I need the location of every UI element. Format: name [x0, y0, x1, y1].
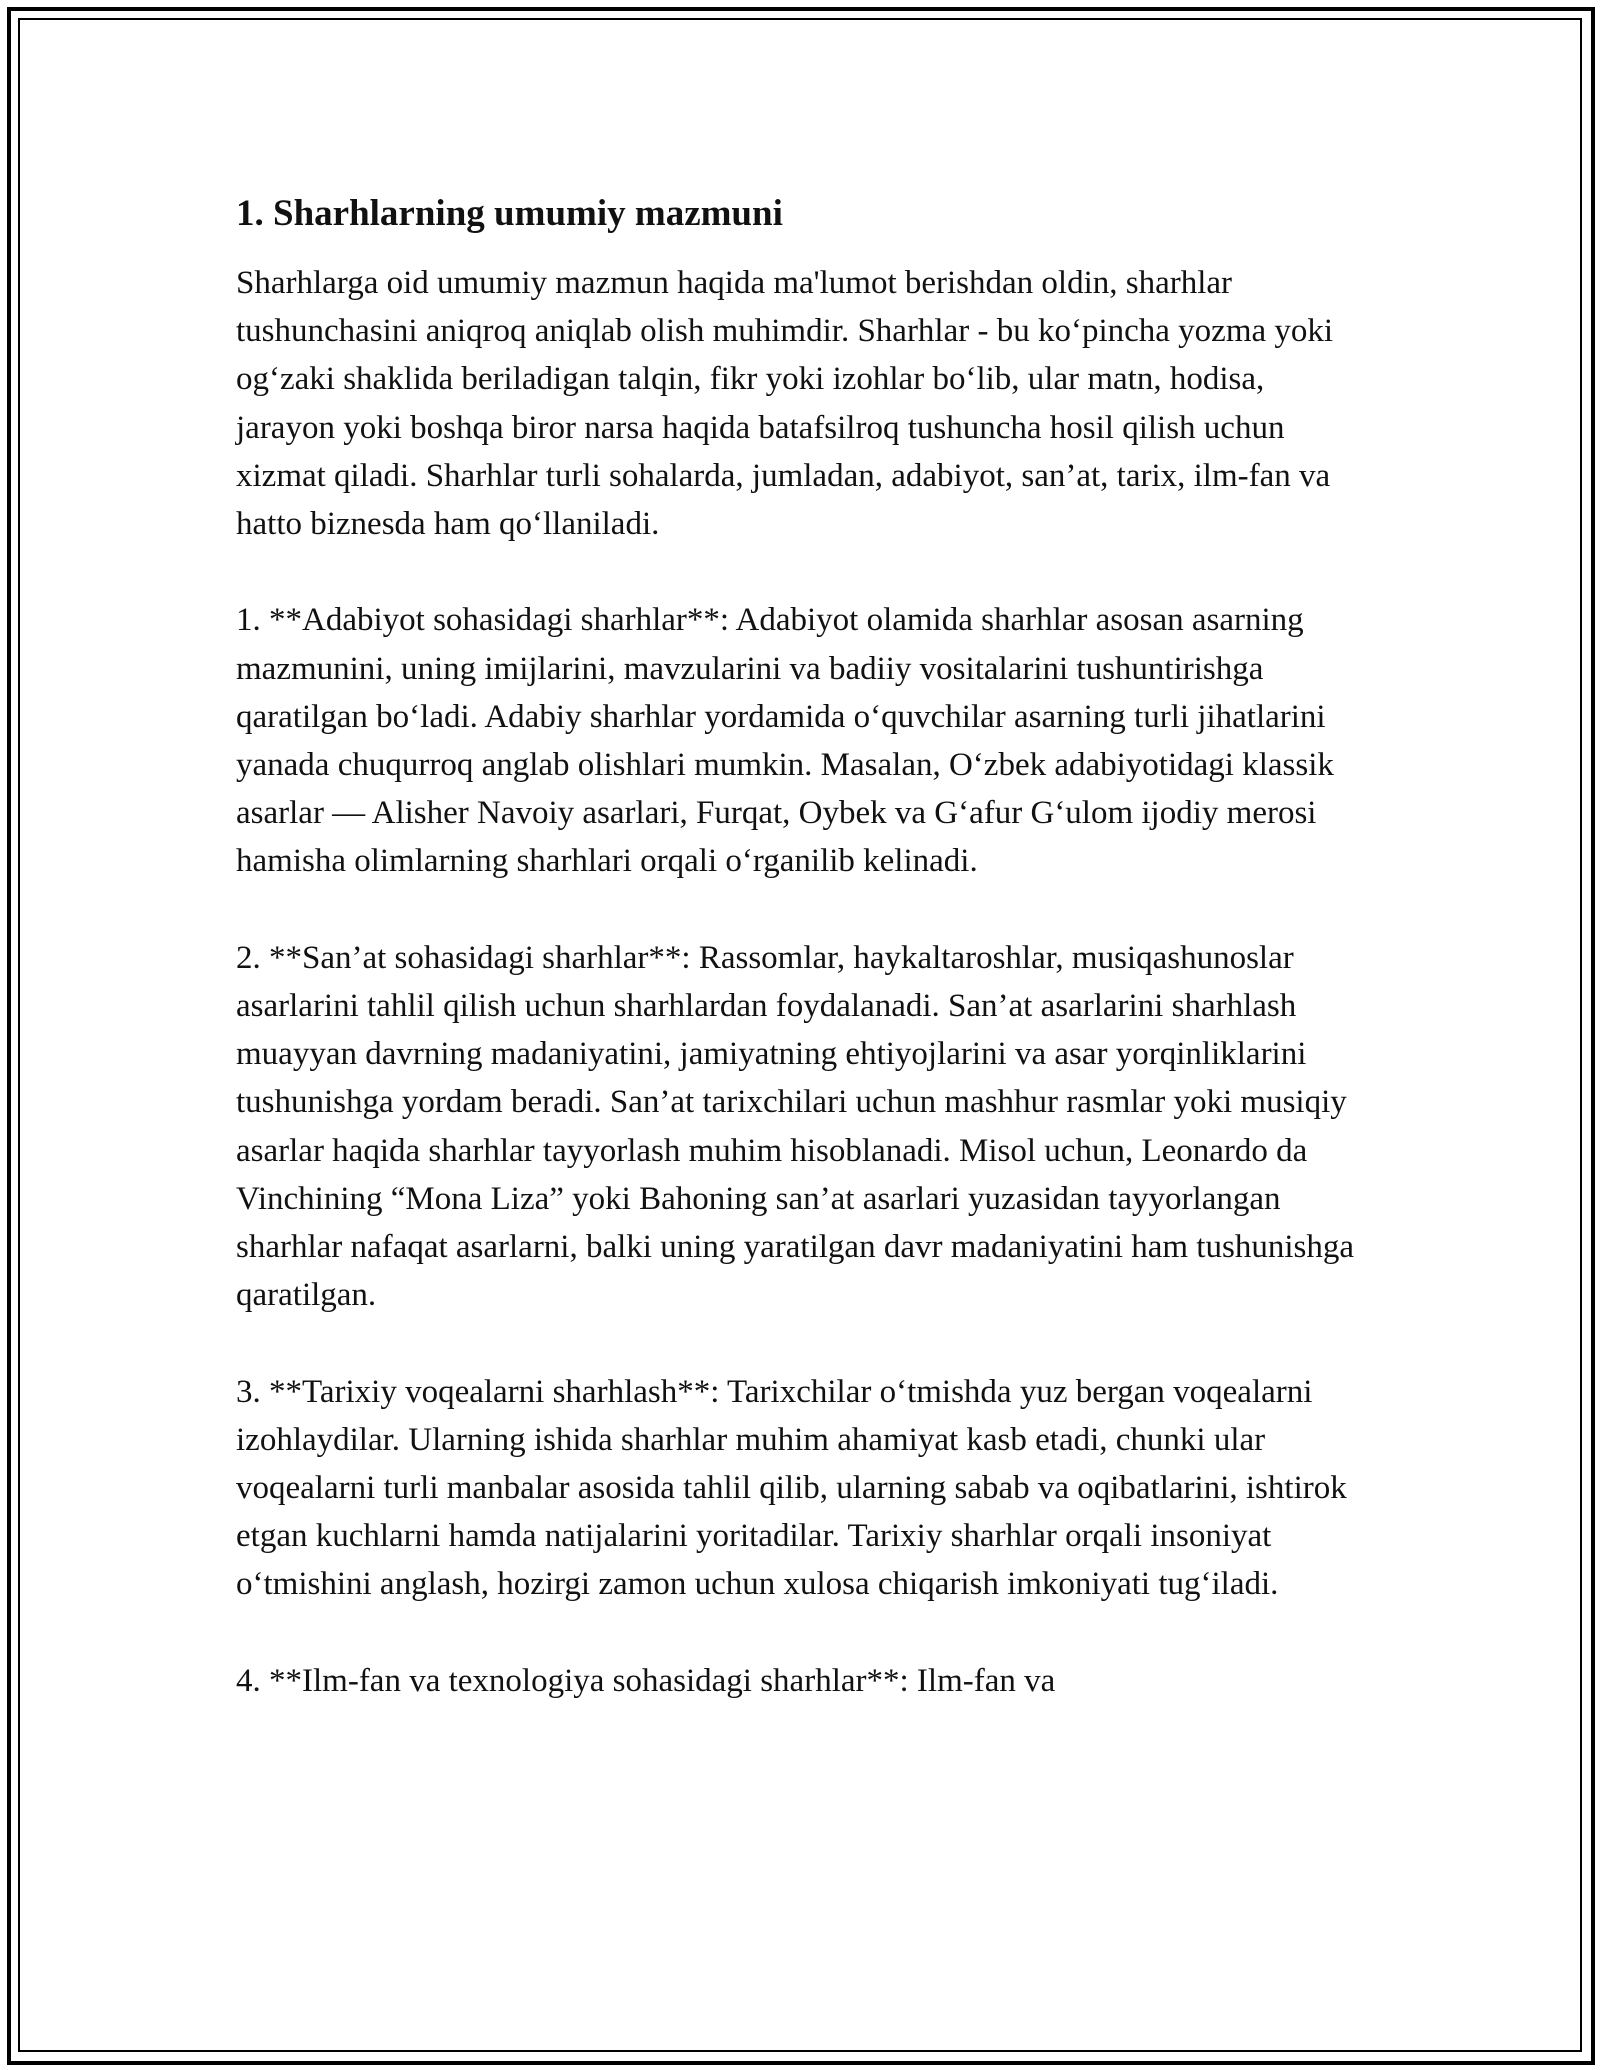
paragraph-literature: 1. **Adabiyot sohasidagi sharhlar**: Adabiyot olamida sharhlar asosan asarning mazmunini, uning imijlarini, mavzularini va badiiy vositalarini tushuntirishga qaratilgan bo‘ladi. Adabiy sharhlar yordamida o‘quvchilar asarning turli jihatlarini yanada chuqurroq anglab olishlari mumkin. Masalan, O‘zbek adabiyotidagi klassik asarlar — Alisher Navoiy asarlari, Furqat, Oybek va G‘afur G‘ulom ijodiy merosi hamisha olimlarning sharhlari orqali o‘rganilib kelinadi. [236, 602, 1334, 880]
paragraph-art: 2. **San’at sohasidagi sharhlar**: Rassomlar, haykaltaroshlar, musiqashunoslar asarlarini tahlil qilish uchun sharhlardan foydalanadi. San’at asarlarini sharhlash muayyan davrning madaniyatini, jamiyatning ehtiyojlarini va asar yorqinliklarini tushunishga yordam beradi. San’at tarixchilari uchun mashhur rasmlar yoki musiqiy asarlar haqida sharhlar tayyorlash muhim hisoblanadi. Misol uchun, Leonardo da Vinchining “Mona Liza” yoki Bahoning san’at asarlari yuzasidan tayyorlangan sharhlar nafaqat asarlarni, balki uning yaratilgan davr madaniyatini ham tushunishga qaratilgan. [236, 939, 1354, 1314]
paragraph-history: 3. **Tarixiy voqealarni sharhlash**: Tarixchilar o‘tmishda yuz bergan voqealarni izohlaydilar. Ularning ishida sharhlar muhim ahamiyat kasb etadi, chunki ular voqealarni turli manbalar asosida tahlil qilib, ularning sabab va oqibatlarini, ishtirok etgan kuchlarni hamda natijalarini yoritadilar. Tarixiy sharhlar orqali insoniyat o‘tmishini anglash, hozirgi zamon uchun xulosa chiqarish imkoniyati tug‘iladi. [236, 1373, 1347, 1603]
document-body [236, 182, 1364, 1705]
section-heading: 1. Sharhlarning umumiy mazmuni [236, 193, 783, 234]
intro-paragraph: Sharhlarga oid umumiy mazmun haqida ma'lumot berishdan oldin, sharhlar tushunchasini aniqroq aniqlab olish muhimdir. Sharhlar - bu ko‘pincha yozma yoki og‘zaki shaklida beriladigan talqin, fikr yoki izohlar bo‘lib, ular matn, hodisa, jarayon yoki boshqa biror narsa haqida batafsilroq tushuncha hosil qilish uchun xizmat qiladi. Sharhlar turli sohalarda, jumladan, adabiyot, san’at, tarix, ilm-fan va hatto biznesda ham qo‘llaniladi. [236, 265, 1334, 543]
paragraph-science: 4. **Ilm-fan va texnologiya sohasidagi sharhlar**: Ilm-fan va [236, 1662, 1056, 1699]
